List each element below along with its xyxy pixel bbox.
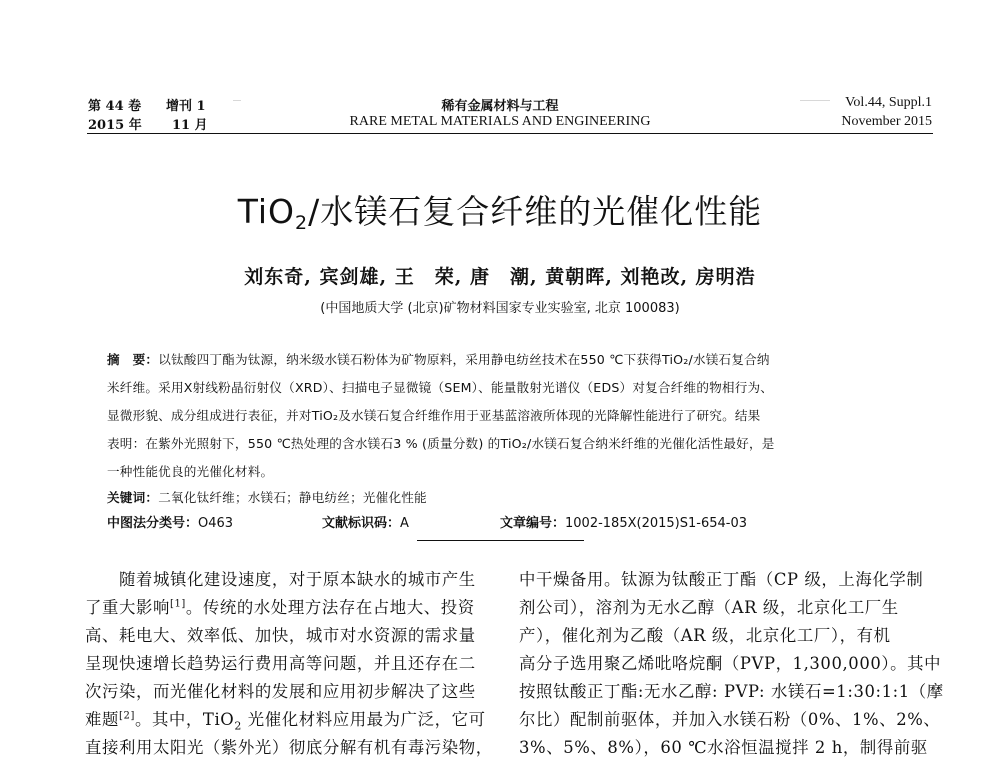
body-right-line: 尔比）配制前驱体，并加入水镁石粉（0%、1%、2%、 — [519, 710, 941, 729]
document-code: 文献标识码：A — [322, 516, 409, 531]
scan-noise — [233, 100, 241, 101]
section-divider — [417, 540, 584, 541]
abstract-label: 摘 要： — [107, 352, 159, 367]
keywords: 关键词：二氧化钛纤维；水镁石；静电纺丝；光催化性能 — [107, 490, 427, 505]
abstract-line-5: 一种性能优良的光催化材料。 — [107, 464, 274, 479]
header-year-cn: 2015 年 — [88, 118, 142, 133]
body-right-line: 中干燥备用。钛源为钛酸正丁酯（CP 级，上海化学制 — [519, 570, 924, 589]
header-date-en: November 2015 — [841, 114, 932, 129]
body-left-line: 高、耗电大、效率低、加快，城市对水资源的需求量 — [85, 626, 476, 645]
header-rule — [87, 133, 933, 134]
body-right-line: 3%、5%、8%），60 ℃水浴恒温搅拌 2 h，制得前驱 — [519, 738, 928, 757]
body-left-line: 呈现快速增长趋势运行费用高等问题，并且还存在二 — [85, 654, 476, 673]
journal-title-cn: 稀有金属材料与工程 — [441, 99, 559, 114]
body-right-line: 按照钛酸正丁酯:无水乙醇: PVP: 水镁石=1:30:1:1（摩 — [519, 682, 944, 701]
body-right-line: 剂公司），溶剂为无水乙醇（AR 级，北京化工厂生 — [519, 598, 899, 617]
header-volume-en: Vol.44, Suppl.1 — [845, 95, 932, 110]
journal-title-en: RARE METAL MATERIALS AND ENGINEERING — [349, 114, 651, 129]
clc-number: 中图法分类号：O463 — [107, 516, 234, 531]
body-left-line: 随着城镇化建设速度，对于原本缺水的城市产生 — [85, 570, 476, 589]
header-suppl-cn: 增刊 1 — [166, 99, 206, 114]
abstract-line-3: 显微形貌、成分组成进行表征，并对TiO₂及水镁石复合纤维作用于亚基蓝溶液所体现的光降解性能进行了研究。结果 — [107, 408, 761, 423]
body-right-line: 产），催化剂为乙酸（AR 级，北京化工厂），有机 — [519, 626, 891, 645]
body-left-line: 了重大影响[1]。传统的水处理方法存在占地大、投资 — [85, 598, 475, 617]
article-title: TiO$_2$/水镁石复合纤维的光催化性能 — [237, 192, 763, 234]
affiliation: (中国地质大学 (北京)矿物材料国家专业实验室, 北京 100083) — [320, 301, 680, 316]
article-number: 文章编号：1002-185X(2015)S1-654-03 — [500, 516, 747, 531]
author-list: 刘东奇, 宾剑雄, 王 荣, 唐 潮, 黄朝晖, 刘艳改, 房明浩 — [244, 266, 756, 288]
body-left-line: 直接利用太阳光（紫外光）彻底分解有机有毒污染物， — [85, 738, 493, 757]
abstract-line-4: 表明：在紫外光照射下，550 ℃热处理的含水镁石3 % (质量分数) 的TiO₂/水镁石复合纳米纤维的光催化活性最好，是 — [107, 436, 775, 451]
body-left-line: 难题[2]。其中，TiO$_2$ 光催化材料应用最为广泛，它可 — [85, 710, 486, 733]
header-volume-cn: 第 44 卷 — [88, 99, 142, 114]
header-month-cn: 11 月 — [172, 118, 208, 133]
abstract-line-1: 摘 要：以钛酸四丁酯为钛源，纳米级水镁石粉体为矿物原料，采用静电纺丝技术在550 ℃下获得TiO₂/水镁石复合纳 — [107, 352, 770, 367]
abstract-line-2: 米纤维。采用X射线粉晶衍射仪（XRD）、扫描电子显微镜（SEM）、能量散射光谱仪（EDS）对复合纤维的物相行为、 — [107, 380, 774, 395]
body-left-line: 次污染，而光催化材料的发展和应用初步解决了这些 — [85, 682, 476, 701]
body-right-line: 高分子选用聚乙烯吡咯烷酮（PVP，1,300,000）。其中 — [519, 654, 942, 673]
scan-noise — [800, 100, 830, 101]
